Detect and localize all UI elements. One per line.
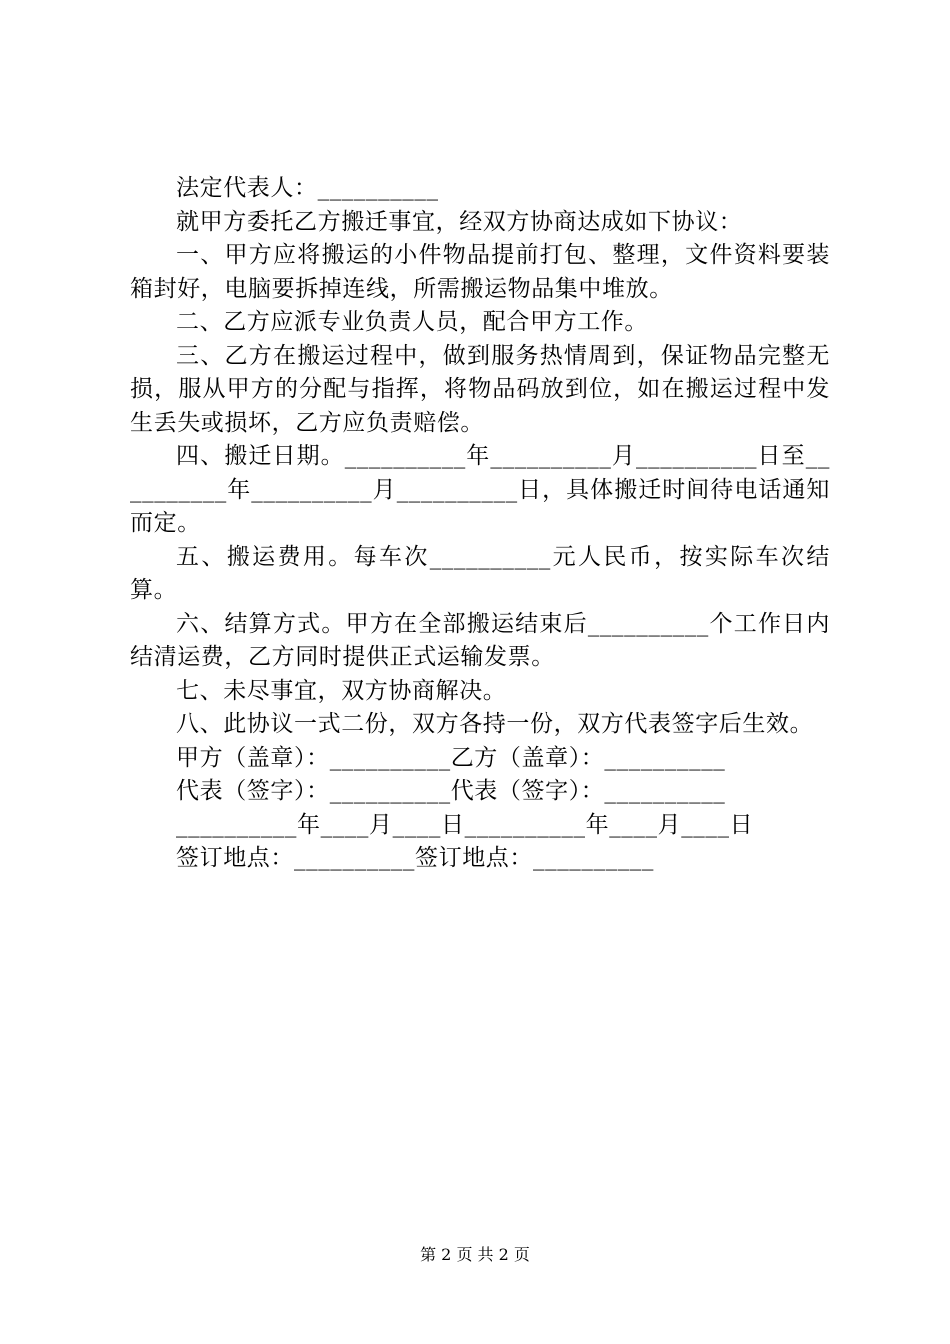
clause-1: 一、甲方应将搬运的小件物品提前打包、整理，文件资料要装箱封好，电脑要拆掉连线，所需搬运物品集中堆放。 bbox=[130, 242, 830, 302]
agreement-body bbox=[130, 172, 830, 876]
signing-place-line: 签订地点：__________签订地点：__________ bbox=[176, 845, 654, 871]
date-line: __________年____月____日__________年____月____日 bbox=[176, 811, 754, 838]
legal-representative-line: 法定代表人：__________ bbox=[176, 175, 439, 201]
clause-8: 八、此协议一式二份，双方各持一份，双方代表签字后生效。 bbox=[176, 711, 814, 737]
page-number-footer: 第 2 页 共 2 页 bbox=[420, 1245, 530, 1264]
clause-6-settlement: 六、结算方式。甲方在全部搬运结束后__________个工作日内结清运费，乙方同时提供正式运输发票。 bbox=[130, 610, 830, 670]
clause-7: 七、未尽事宜，双方协商解决。 bbox=[176, 677, 507, 704]
clause-2: 二、乙方应派专业负责人员，配合甲方工作。 bbox=[176, 309, 648, 335]
agreement-intro: 就甲方委托乙方搬迁事宜，经双方协商达成如下协议： bbox=[176, 208, 743, 235]
clause-4-moving-date: 四、搬迁日期。__________年__________月__________日至__________年__________月__________日，具体搬迁时间待电话通知而定。 bbox=[130, 443, 830, 536]
signature-line: 代表（签字）：__________代表（签字）：__________ bbox=[176, 778, 726, 804]
clause-3: 三、乙方在搬运过程中，做到服务热情周到，保证物品完整无损，服从甲方的分配与指挥，将物品码放到位，如在搬运过程中发生丢失或损坏，乙方应负责赔偿。 bbox=[130, 342, 830, 436]
clause-5-fees: 五、搬运费用。每车次__________元人民币，按实际车次结算。 bbox=[130, 543, 830, 603]
seal-line: 甲方（盖章）：__________乙方（盖章）：__________ bbox=[176, 744, 726, 771]
